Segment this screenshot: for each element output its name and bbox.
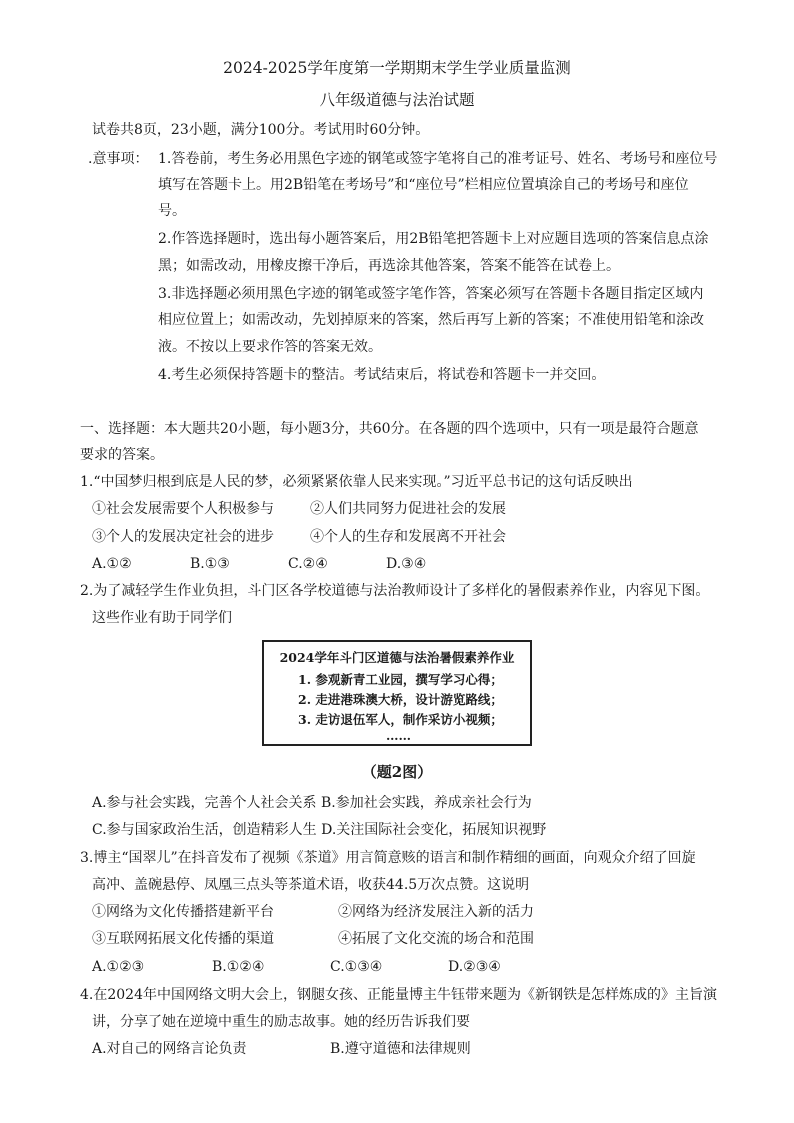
notes-line: 4.考生必须保持答题卡的整洁。考试结束后，将试卷和答题卡一并交回。 <box>158 367 606 383</box>
question-stem: 这些作业有助于同学们 <box>92 610 232 626</box>
answer-choice-b[interactable]: B.遵守道德和法律规则 <box>330 1041 471 1057</box>
answer-choice-c[interactable]: C.①③④ <box>330 959 383 975</box>
figure-title: 2024学年斗门区道德与法治暑假素养作业 <box>279 650 515 665</box>
section-intro: 一、选择题：本大题共20小题，每小题3分，共60分。在各题的四个选项中，只有一项是最符合题意 <box>80 421 699 437</box>
notes-line: 2.作答选择题时，选出每小题答案后，用2B铅笔把答题卡上对应题目选项的答案信息点涂 <box>158 231 709 247</box>
notes-label: .意事项： <box>88 151 149 167</box>
figure-item: 3. 走访退伍军人，制作采访小视频； <box>298 712 503 727</box>
answer-choice-a[interactable]: A.对自己的网络言论负责 <box>92 1041 247 1057</box>
notes-line: 3.非选择题必须用黑色字迹的钢笔或签字笔作答，答案必须写在答题卡各题目指定区域内 <box>158 286 704 302</box>
notes-line: 相应位置上；如需改动，先划掉原来的答案，然后再写上新的答案；不准使用铅笔和涂改 <box>158 312 704 328</box>
notes-line: 黑；如需改动，用橡皮擦干净后，再选涂其他答案，答案不能答在试卷上。 <box>158 258 620 274</box>
answer-choice-b[interactable]: B.①②④ <box>212 959 265 975</box>
figure-item: 2. 走进港珠澳大桥，设计游览路线； <box>298 692 503 707</box>
answer-choice-line[interactable]: C.参与国家政治生活，创造精彩人生 D.关注国际社会变化，拓展知识视野 <box>92 822 547 838</box>
figure-caption: （题2图） <box>361 763 433 781</box>
statement-item: ①社会发展需要个人积极参与 <box>92 501 274 517</box>
question-stem: 高冲、盖碗悬停、凤凰三点头等茶道术语，收获44.5万次点赞。这说明 <box>92 877 530 893</box>
homework-figure <box>262 640 532 746</box>
question-stem: 3.博主“国翠儿”在抖音发布了视频《茶道》用言简意赅的语言和制作精细的画面，向观众介绍了回旋 <box>80 850 696 866</box>
answer-choice-line[interactable]: A.参与社会实践，完善个人社会关系 B.参加社会实践，养成亲社会行为 <box>92 795 532 811</box>
notes-line: 号。 <box>158 203 186 219</box>
section-intro: 要求的答案。 <box>80 447 164 463</box>
answer-choice-d[interactable]: D.②③④ <box>448 959 501 975</box>
answer-choice-d[interactable]: D.③④ <box>386 556 427 572</box>
statement-item: ②人们共同努力促进社会的发展 <box>310 501 506 517</box>
answer-choice-a[interactable]: A.①② <box>92 556 132 572</box>
statement-item: ④个人的生存和发展离不开社会 <box>310 529 506 545</box>
question-stem: 4.在2024年中国网络文明大会上，钢腿女孩、正能量博主牛钰带来题为《新钢铁是怎样炼成的》主旨演 <box>80 987 717 1003</box>
question-stem: 讲，分享了她在逆境中重生的励志故事。她的经历告诉我们要 <box>92 1014 470 1030</box>
notes-line: 1.答卷前，考生务必用黑色字迹的钢笔或签字笔将自己的准考证号、姓名、考场号和座位号 <box>158 151 718 167</box>
answer-choice-b[interactable]: B.①③ <box>190 556 230 572</box>
notes-line: 填写在答题卡上。用2B铅笔在考场号”和“座位号”栏相应位置填涂自己的考场号和座位 <box>158 177 689 193</box>
question-stem: 2.为了减轻学生作业负担，斗门区各学校道德与法治教师设计了多样化的暑假素养作业，内容见下图。 <box>80 583 710 599</box>
statement-item: ②网络为经济发展注入新的活力 <box>338 904 534 920</box>
statement-item: ③个人的发展决定社会的进步 <box>92 529 274 545</box>
figure-item: 1. 参观新青工业园，撰写学习心得； <box>298 672 503 687</box>
statement-item: ③互联网拓展文化传播的渠道 <box>92 931 274 947</box>
statement-item: ①网络为文化传播搭建新平台 <box>92 904 274 920</box>
notes-line: 液。不按以上要求作答的答案无效。 <box>158 339 382 355</box>
exam-title: 2024-2025学年度第一学期期末学生学业质量监测 <box>223 59 571 77</box>
answer-choice-c[interactable]: C.②④ <box>288 556 328 572</box>
statement-item: ④拓展了文化交流的场合和范围 <box>338 931 534 947</box>
exam-info: 试卷共8页，23小题，满分100分。考试用时60分钟。 <box>92 122 430 138</box>
answer-choice-a[interactable]: A.①②③ <box>92 959 145 975</box>
question-stem: 1.“中国梦归根到底是人民的梦，必须紧紧依靠人民来实现。”习近平总书记的这句话反映出 <box>80 474 633 490</box>
exam-subtitle: 八年级道德与法治试题 <box>319 91 475 109</box>
figure-ellipsis: …… <box>386 728 411 743</box>
